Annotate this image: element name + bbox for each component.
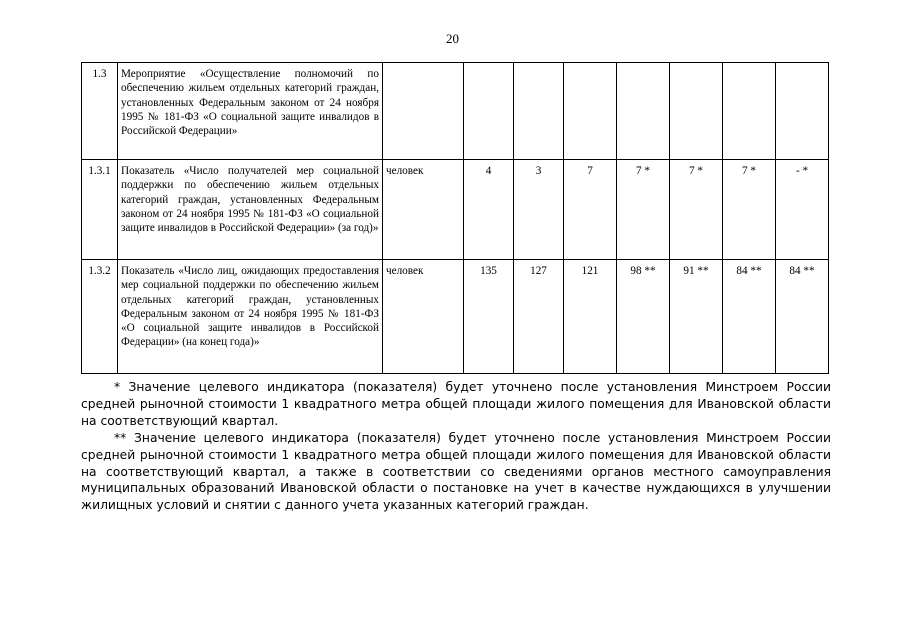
row-name: Показатель «Число лиц, ожидающих предоставления мер социальной поддержки по обеспечению жильем отдельных категорий граждан, установленных Федеральным законом от 24 ноября 1995 № 181-ФЗ «О социальной защите инвалидов в Российской Федерации» (на конец года)» [118,260,383,374]
row-value [514,63,564,160]
row-number: 1.3.1 [82,160,118,260]
row-value: 98 ** [617,260,670,374]
table-row [82,160,829,260]
table-row [82,63,829,160]
row-value: 91 ** [670,260,723,374]
row-unit: человек [383,160,464,260]
row-value: 7 * [617,160,670,260]
row-value [564,63,617,160]
row-value [723,63,776,160]
footnote-text: * Значение целевого индикатора (показателя) будет уточнено после установления Минстроем России средней рыночной стоимости 1 квадратного метра общей площади жилого помещения для Ивановской области на соответствующий квартал. [81,380,831,428]
row-value: 7 * [670,160,723,260]
row-number: 1.3 [82,63,118,160]
row-value [464,63,514,160]
row-unit: человек [383,260,464,374]
row-value: 127 [514,260,564,374]
row-value: 7 [564,160,617,260]
row-value: 121 [564,260,617,374]
table-row [82,260,829,374]
row-value: 84 ** [776,260,829,374]
footnote-single-asterisk [81,379,831,429]
footnote-double-asterisk [81,430,831,514]
row-number: 1.3.2 [82,260,118,374]
page-number: 20 [446,31,459,46]
row-value: 3 [514,160,564,260]
row-value: 135 [464,260,514,374]
row-value [617,63,670,160]
row-value: 84 ** [723,260,776,374]
row-name: Показатель «Число получателей мер социальной поддержки по обеспечению жильем отдельных категорий граждан, установленных Федеральным законом от 24 ноября 1995 № 181-ФЗ «О социальной защите инвалидов в Российской Федерации» (за год)» [118,160,383,260]
row-value [776,63,829,160]
row-value: 4 [464,160,514,260]
indicators-table [81,62,829,374]
row-value: - * [776,160,829,260]
row-name: Мероприятие «Осуществление полномочий по обеспечению жильем отдельных категорий граждан, установленных Федеральным законом от 24 ноября 1995 № 181-ФЗ «О социальной защите инвалидов в Российской Федерации» [118,63,383,160]
footnote-text: ** Значение целевого индикатора (показателя) будет уточнено после установления Минстроем России средней рыночной стоимости 1 квадратного метра общей площади жилого помещения для Ивановской области на соответствующий квартал, а также в соответствии со сведениями органов местного самоуправления муниципальных образований Ивановской области о постановке на учет в качестве нуждающихся в улучшении жилищных условий и снятии с данного учета указанных категорий граждан. [81,431,831,513]
row-value: 7 * [723,160,776,260]
row-unit [383,63,464,160]
row-value [670,63,723,160]
